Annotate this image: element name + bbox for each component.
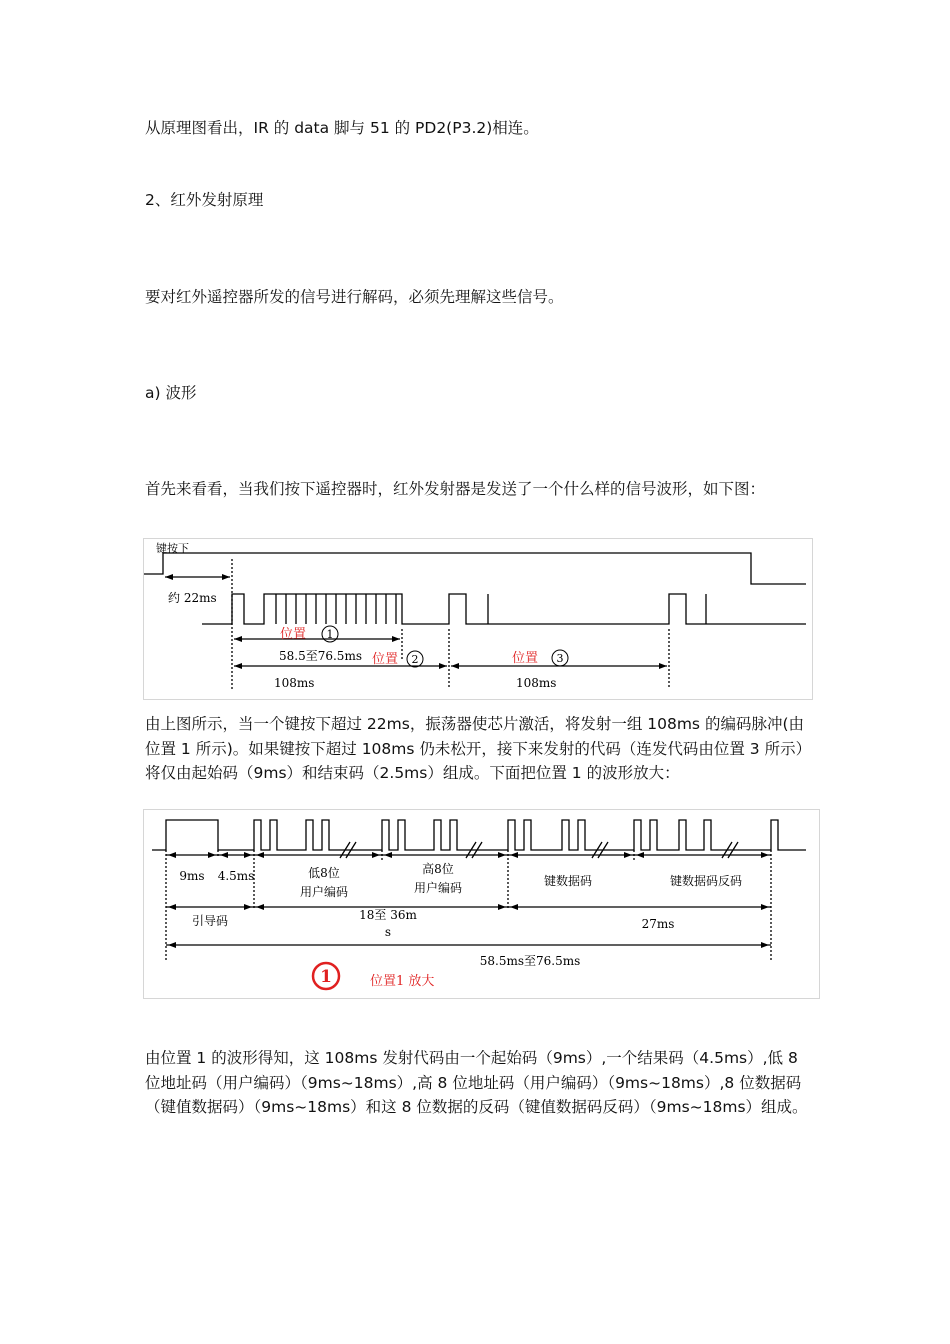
paragraph-intro-decoding: 要对红外遥控器所发的信号进行解码，必须先理解这些信号。 [145, 288, 564, 306]
label-18-36ms-line1: 18至 36m [359, 908, 417, 922]
label-low8-line1: 低8位 [308, 866, 340, 880]
label-low8-line2: 用户编码 [299, 885, 349, 899]
label-9ms: 9ms [179, 869, 205, 883]
label-approx-22ms: 约 22ms [168, 591, 217, 605]
label-key-data: 键数据码 [543, 874, 593, 888]
figure-keypress-waveform [143, 538, 813, 700]
paragraph-waveform-explanation: 由上图所示，当一个键按下超过 22ms，振荡器使芯片激活，将发射一组 108ms 的编码脉冲(由位置 1 所示)。如果键按下超过 108ms 仍未松开，接下来发射的代码（连发代码由位置 3 所示）将仅由起始码（9ms）和结束码（2.5ms）组成。下面把位置 1 的波形放大： [145, 715, 804, 782]
section-heading-ir-transmit: 2、红外发射原理 [145, 191, 264, 209]
label-high8-line2: 用户编码 [413, 881, 463, 895]
label-position1-enlarged: 位置1 放大 [370, 974, 435, 989]
label-27ms: 27ms [641, 917, 675, 931]
label-total-range: 58.5ms至76.5ms [479, 954, 581, 968]
label-18-36ms-line2: s [384, 925, 392, 939]
circle-number-3: 3 [556, 652, 564, 665]
label-key-press: 键按下 [156, 542, 189, 555]
paragraph-waveform-intro: 首先来看看，当我们按下遥控器时，红外发射器是发送了一个什么样的信号波形，如下图： [145, 480, 766, 498]
label-position-2: 位置 [372, 652, 399, 667]
paragraph-pin-connection: 从原理图看出，IR 的 data 脚与 51 的 PD2(P3.2)相连。 [145, 119, 539, 137]
label-leader-code: 引导码 [191, 914, 229, 928]
circle-number-1: 1 [326, 628, 334, 641]
red-circle-number: 1 [320, 967, 332, 987]
label-position-3: 位置 [512, 651, 539, 666]
label-108ms-second: 108ms [516, 676, 557, 690]
figure-position1-enlarged [143, 809, 820, 999]
label-4-5ms: 4.5ms [217, 869, 255, 883]
paragraph-code-composition: 由位置 1 的波形得知，这 108ms 发射代码由一个起始码（9ms）,一个结果码（4.5ms）,低 8 位地址码（用户编码）（9ms~18ms）,高 8 位地址码（用户编码）（9ms~18ms）,8 位数据码（键值数据码）（9ms~18ms）和这 8 位数据的反码（键值数据码反码）（9ms~18ms）组成。 [145, 1049, 808, 1116]
label-position-1: 位置 [280, 627, 307, 642]
label-high8-line1: 高8位 [422, 862, 454, 876]
subsection-heading-waveform: a) 波形 [145, 384, 197, 402]
label-108ms-first: 108ms [274, 676, 315, 690]
label-key-data-inverse: 键数据码反码 [669, 874, 743, 888]
circle-number-2: 2 [411, 653, 419, 666]
label-range-58-76: 58.5至76.5ms [279, 649, 362, 663]
